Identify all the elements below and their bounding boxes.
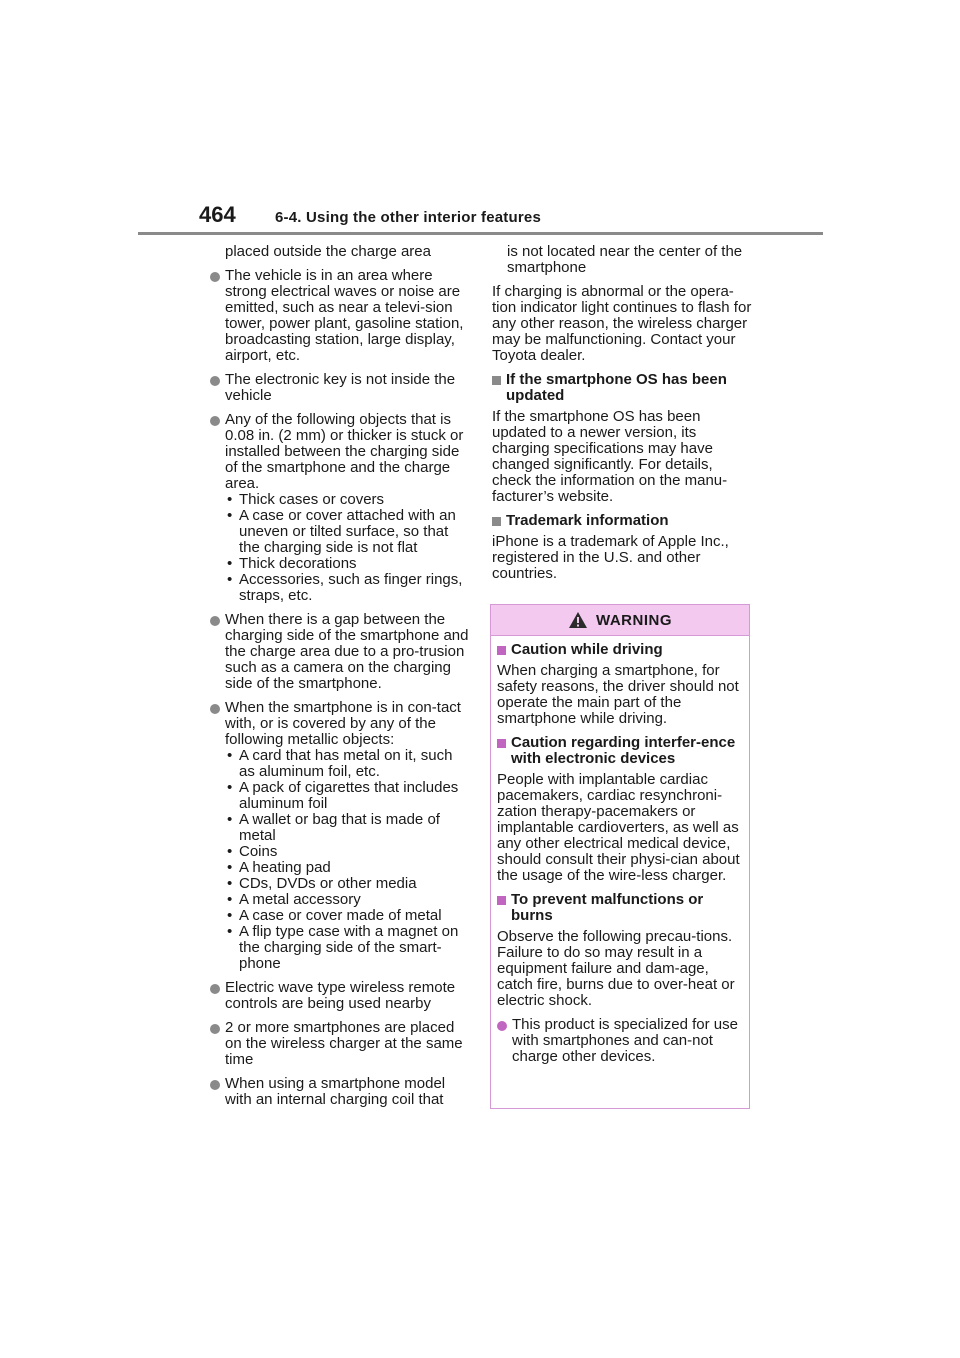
round-bullet-icon	[210, 416, 220, 426]
square-bullet-icon	[497, 896, 506, 905]
bullet-item	[210, 980, 472, 1012]
bullet-item	[210, 612, 472, 692]
sub-bullet-item: • CDs, DVDs or other media	[225, 876, 472, 892]
square-bullet-icon	[492, 517, 501, 526]
sub-bullet-item: • Thick decorations	[225, 556, 472, 572]
warning-triangle-icon	[568, 611, 588, 629]
sub-bullet-item: • Accessories, such as finger rings, straps, etc.	[225, 572, 472, 604]
sub-bullet-item: • A case or cover attached with an uneven or tilted surface, so that the charging side is not flat	[225, 508, 472, 556]
warning-box	[490, 604, 750, 1109]
sub-bullet-item: • A wallet or bag that is made of metal	[225, 812, 472, 844]
sub-bullet-item: • A pack of cigarettes that includes aluminum foil	[225, 780, 472, 812]
warning-section-text: When charging a smartphone, for safety reasons, the driver should not operate the main part of the smartphone while driving.	[497, 662, 739, 727]
bullet-item	[210, 700, 472, 972]
bullet-item	[210, 412, 472, 604]
warning-section-heading-text: To prevent malfunctions or burns	[511, 891, 704, 924]
round-bullet-icon	[210, 376, 220, 386]
os-updated-heading	[492, 372, 754, 404]
warning-bullet-text: This product is specialized for use with smartphones and can-not charge other devices.	[512, 1016, 738, 1065]
bullet-item	[210, 1020, 472, 1068]
warning-bullet-item	[497, 1017, 743, 1065]
sub-bullet-item: • A flip type case with a magnet on the charging side of the smart-phone	[225, 924, 472, 972]
bullet-text: When there is a gap between the charging side of the smartphone and the charge area due to a pro-trusion such as a camera on the charging side of the smartphone.	[225, 611, 469, 692]
bullet-text: 2 or more smartphones are placed on the wireless charger at the same time	[225, 1019, 463, 1068]
warning-body	[491, 636, 749, 1065]
right-continuation: is not located near the center of the smartphone	[507, 243, 743, 276]
sub-bullet-item: • A card that has metal on it, such as aluminum foil, etc.	[225, 748, 472, 780]
sub-bullet-item: • A heating pad	[225, 860, 472, 876]
bullet-item	[210, 372, 472, 404]
round-bullet-icon	[210, 616, 220, 626]
os-updated-heading-text: If the smartphone OS has been updated	[506, 371, 727, 404]
left-continuation: placed outside the charge area	[225, 243, 431, 260]
sub-bullet-list	[225, 492, 472, 604]
warning-section-heading	[497, 735, 743, 767]
bullet-text: Electric wave type wireless remote controls are being used nearby	[225, 979, 456, 1012]
square-bullet-icon	[492, 376, 501, 385]
trademark-text: iPhone is a trademark of Apple Inc., registered in the U.S. and other countries.	[492, 533, 729, 582]
sub-bullet-item: • A metal accessory	[225, 892, 472, 908]
bullet-text: When the smartphone is in con-tact with, or is covered by any of the following metallic objects:	[225, 699, 461, 748]
left-column	[210, 244, 472, 1116]
bullet-text: The vehicle is in an area where strong electrical waves or noise are emitted, such as near a televi-sion tower, power plant, gasoline station, broadcasting station, large display, airport, etc.	[225, 267, 464, 364]
sub-bullet-list	[225, 748, 472, 972]
round-bullet-icon	[210, 272, 220, 282]
warning-section-heading-text: Caution regarding interfer-ence with electronic devices	[511, 734, 736, 767]
warning-section-text: Observe the following precau-tions. Failure to do so may result in a equipment failure and dam-age, catch fire, burns due to over-heat or electric shock.	[497, 928, 735, 1009]
bullet-text: The electronic key is not inside the vehicle	[225, 371, 456, 404]
warning-header	[491, 605, 749, 636]
warning-section-heading-text: Caution while driving	[511, 641, 663, 658]
round-bullet-icon	[210, 1080, 220, 1090]
bullet-text: Any of the following objects that is 0.08 in. (2 mm) or thicker is stuck or installed between the charging side of the smartphone and the charge area.	[225, 411, 464, 492]
warning-section-heading	[497, 892, 743, 924]
left-bullet-list	[210, 268, 472, 1108]
sub-bullet-item: • A case or cover made of metal	[225, 908, 472, 924]
square-bullet-icon	[497, 646, 506, 655]
round-bullet-icon	[210, 984, 220, 994]
sub-bullet-item: • Coins	[225, 844, 472, 860]
header-rule	[138, 232, 823, 235]
warning-section-heading	[497, 642, 743, 658]
round-bullet-icon	[210, 704, 220, 714]
warning-section-text: People with implantable cardiac pacemakers, cardiac resynchroni-zation therapy-pacemakers or implantable cardioverters, as well as any other electrical medical device, should consult their physi-cian about the usage of the wire-less charger.	[497, 771, 740, 884]
right-column	[492, 244, 754, 590]
square-bullet-icon	[497, 739, 506, 748]
bullet-text: When using a smartphone model with an internal charging coil that	[225, 1075, 446, 1108]
charging-abnormal-paragraph: If charging is abnormal or the opera-tion indicator light continues to flash for any other reason, the wireless charger may be malfunctioning. Contact your Toyota dealer.	[492, 283, 752, 364]
page-number: 464	[199, 202, 236, 227]
os-updated-text: If the smartphone OS has been updated to a newer version, its charging specifications may have changed significantly. For details, check the information on the manu-facturer’s website.	[492, 408, 728, 505]
round-bullet-icon	[497, 1021, 507, 1031]
warning-title: WARNING	[596, 611, 672, 629]
trademark-heading	[492, 513, 754, 529]
sub-bullet-item: • Thick cases or covers	[225, 492, 472, 508]
round-bullet-icon	[210, 1024, 220, 1034]
bullet-item	[210, 268, 472, 364]
trademark-heading-text: Trademark information	[506, 512, 669, 529]
section-title: 6-4. Using the other interior features	[275, 209, 541, 226]
bullet-item	[210, 1076, 472, 1108]
